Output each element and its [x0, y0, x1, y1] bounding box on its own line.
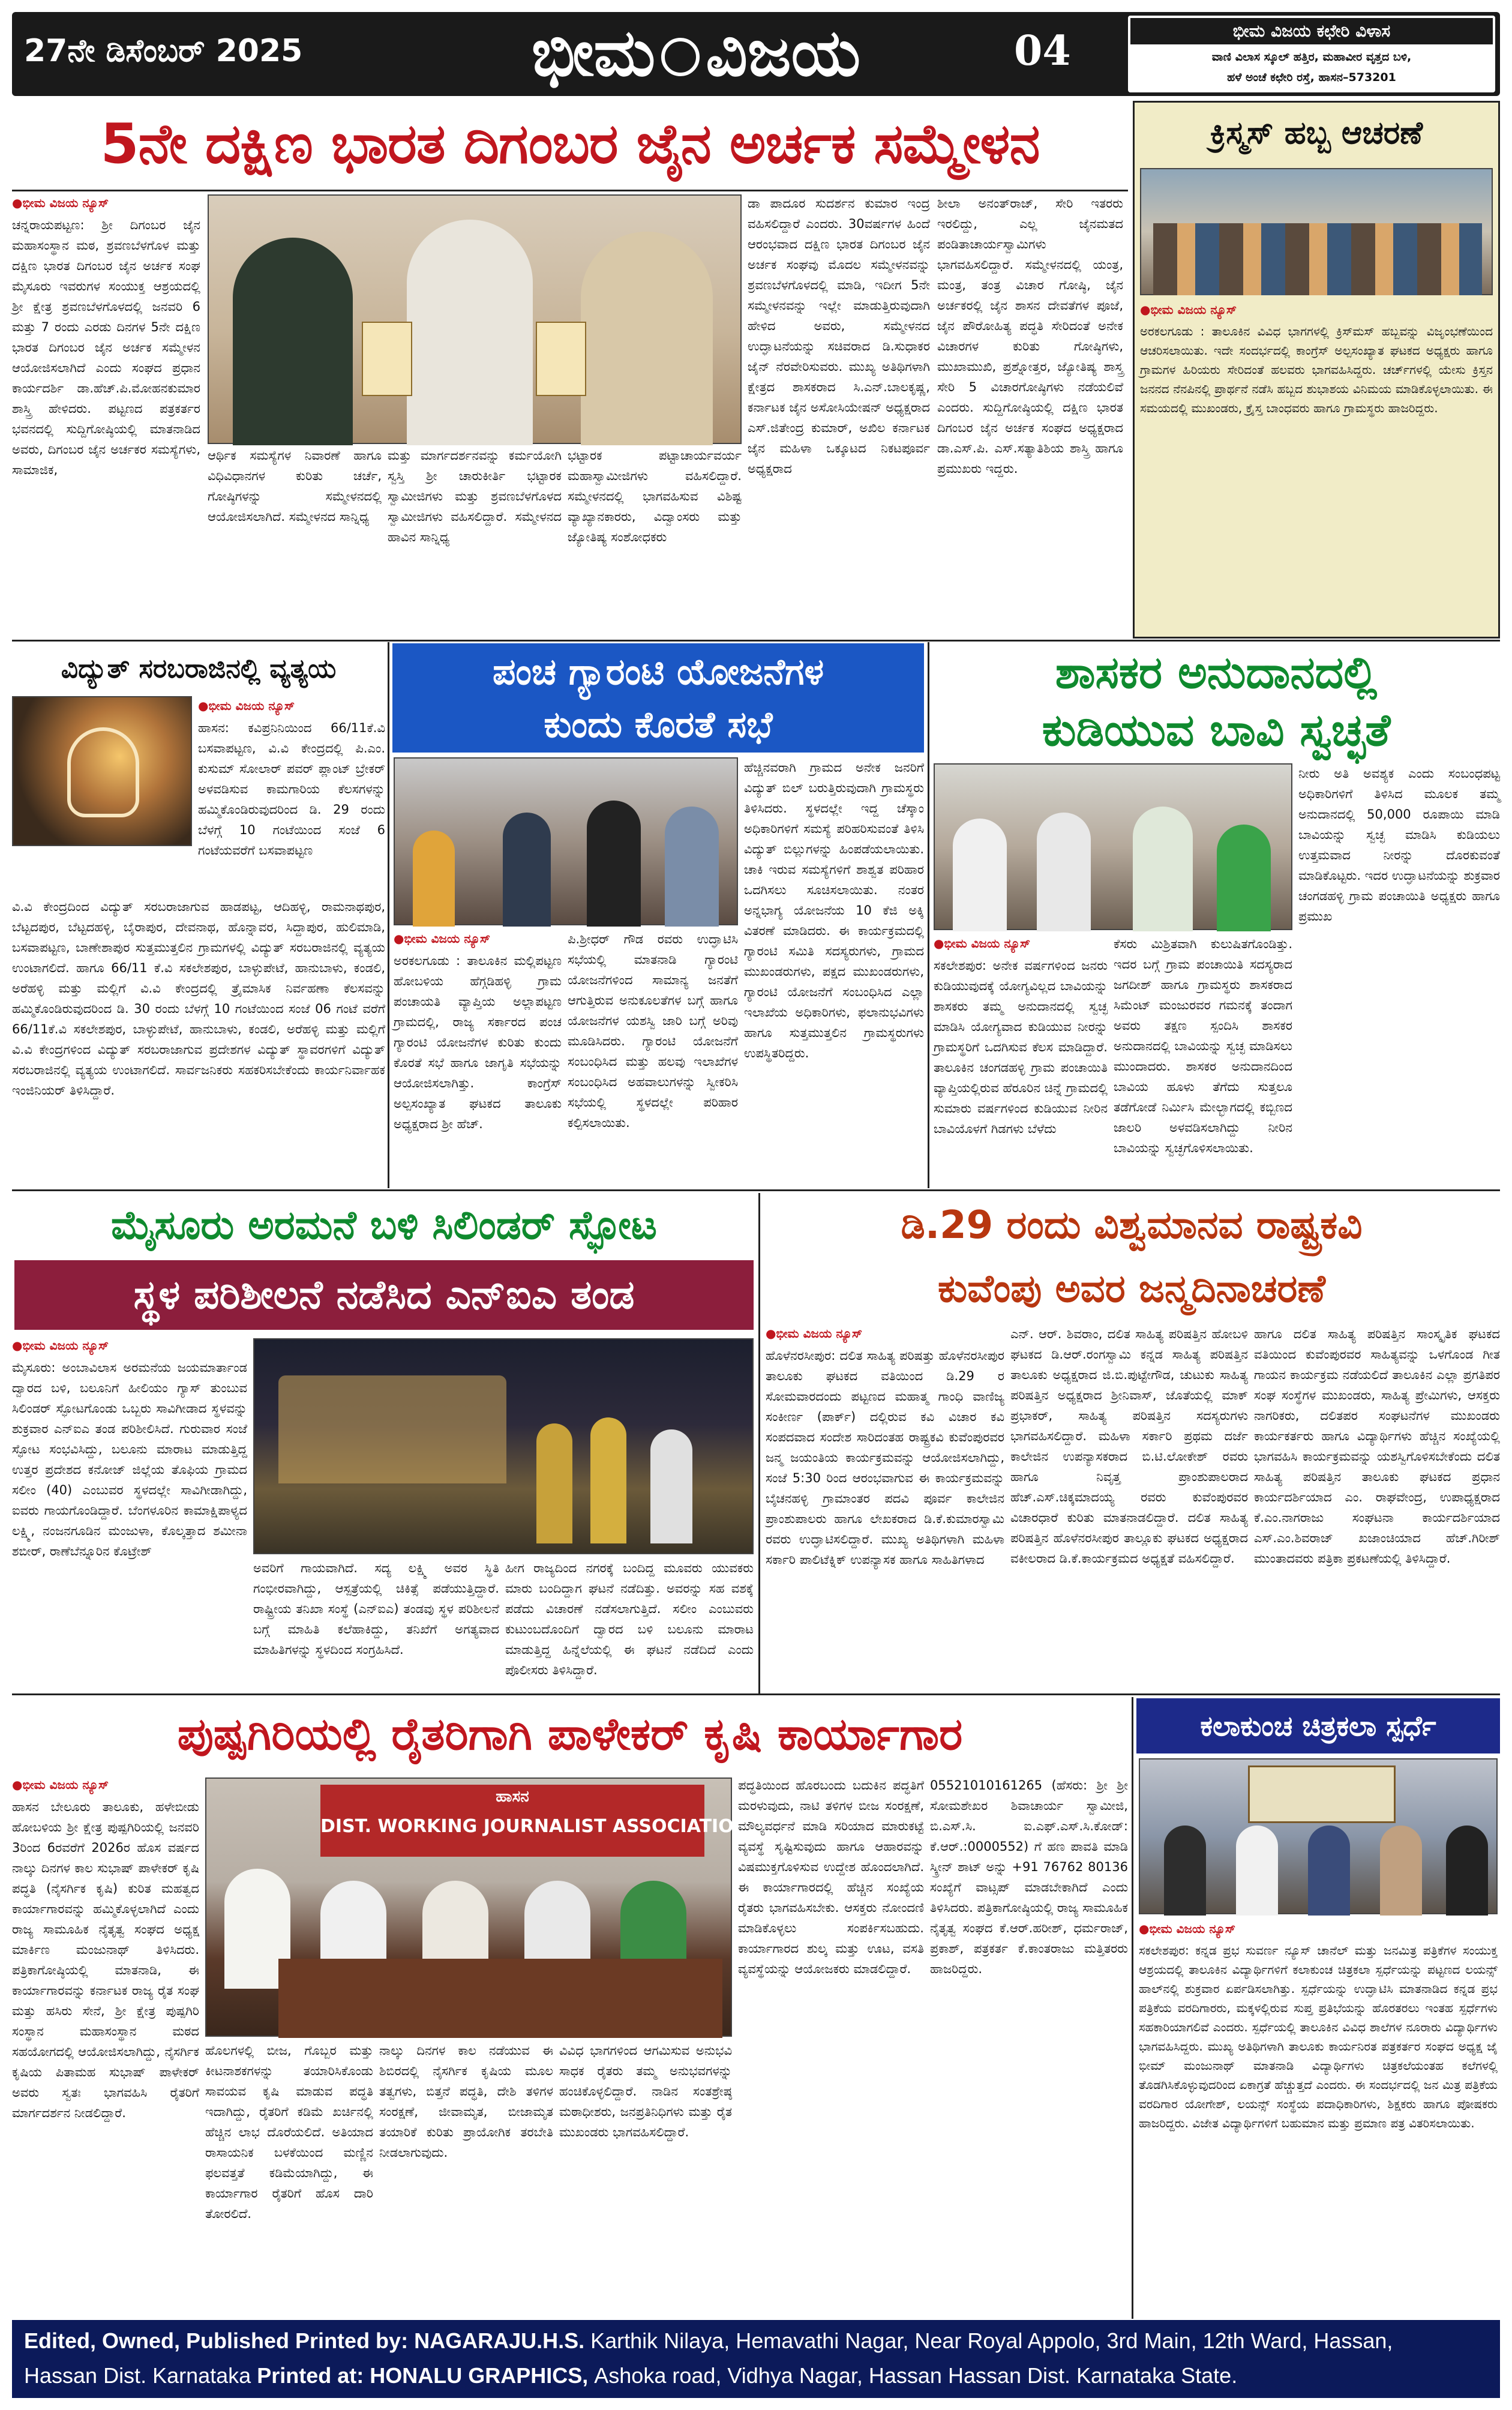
byline: ● ಭೀಮ ವಿಜಯ ನ್ಯೂಸ್	[12, 1336, 247, 1355]
crowd-figure	[1153, 223, 1482, 295]
footer	[12, 2320, 1500, 2398]
palekar-photo	[205, 1777, 793, 2037]
person-figure	[1133, 807, 1193, 931]
person-figure	[587, 801, 641, 927]
christmas-photo	[1140, 168, 1493, 295]
held-invitation	[362, 322, 412, 396]
well-col-1-text: ಸಕಲೇಶಪುರ: ಅನೇಕ ವರ್ಷಗಳಿಂದ ಜನರು ಕುಡಿಯುವುದಕ್ಕೆ ಯೋಗ್ಯವಿಲ್ಲದ ಬಾವಿಯನ್ನು ಶಾಸಕರು ತಮ್ಮ ಅನುದಾನದಲ್ಲಿ ಸ್ವಚ್ಛ ಮಾಡಿಸಿ ಯೋಗ್ಯವಾದ ಕುಡಿಯುವ ನೀರನ್ನು ಗ್ರಾಮಸ್ಥರಿಗೆ ಒದಗಿಸುವ ಕೆಲಸ ಮಾಡಿದ್ದಾರೆ. ತಾಲೂಕಿನ ಚಂಗಡಹಳ್ಳಿ ಗ್ರಾಮ ಪಂಚಾಯಿತಿ ವ್ಯಾಪ್ತಿಯಲ್ಲಿರುವ ಹೆರೂರಿನ ಚಿನ್ನೆ ಗ್ರಾಮದಲ್ಲಿ ಸುಮಾರು ವರ್ಷಗಳಿಂದ ಕುಡಿಯುವ ನೀರಿನ ಬಾವಿಯೊಳಗೆ ಗಿಡಗಳು ಬೆಳೆದು	[934, 958, 1108, 1136]
kuvempu-headline-2: ಕುವೆಂಪು ಅವರ ಜನ್ಮದಿನಾಚರಣೆ	[938, 1267, 1325, 1311]
press-table	[278, 1959, 722, 2038]
mysore-col-3-text: ಹೀಗ ರಾಜ್ಯದಿಂದ ನಗರಕ್ಕೆ ಬಂದಿದ್ದ ಮೂವರು ಯುವಕರು ಮಾರು ಬಂದಿದ್ದಾಗ ಘಟನೆ ನಡೆದಿತ್ತು. ಅವರನ್ನು ಸಹ ವಶಕ್ಕೆ ಪಡೆದು ವಿಚಾರಣೆ ನಡೆಸಲಾಗುತ್ತಿದೆ. ಸಲೀಂ ಎಂಬುವರು ಕುಟುಂಬದೊಂದಿಗೆ ದ್ವಾರದ ಬಳಿ ಬಲೂನು ಮಾರಾಟ ಮಾಡುತ್ತಿದ್ದ ಹಿನ್ನೆಲೆಯಲ್ಲಿ ಈ ಘಟನೆ ನಡೆದಿದೆ ಎಂದು ಪೊಲೀಸರು ತಿಳಿಸಿದ್ದಾರೆ.	[505, 1561, 754, 1677]
jain-photo	[208, 194, 742, 444]
palekar-col-3	[379, 2040, 553, 2315]
kuvempu-col-3	[1254, 1324, 1500, 1690]
well-headline-2: ಕುಡಿಯುವ ಬಾವಿ ಸ್ವಚ್ಛತೆ	[1042, 705, 1391, 756]
person-figure	[1236, 1826, 1278, 1916]
office-address-line-2: ಹಳೆ ಅಂಚೆ ಕಛೇರಿ ರಸ್ತೆ, ಹಾಸನ–573201	[1227, 71, 1396, 84]
mysore-col-3	[505, 1558, 754, 1690]
byline: ● ಭೀಮ ವಿಜಯ ನ್ಯೂಸ್	[198, 696, 385, 715]
art-text	[1139, 1919, 1498, 2315]
palekar-col-5	[738, 1775, 924, 2315]
jain-col-1-text: ಚನ್ನರಾಯಪಟ್ಟಣ: ಶ್ರೀ ದಿಗಂಬರ ಜೈನ ಮಹಾಸಂಸ್ಥಾನ ಮಠ, ಶ್ರವಣಬೆಳಗೊಳ ಮತ್ತು ದಕ್ಷಿಣ ಭಾರತ ದಿಗಂಬರ ಜೈನ ಅರ್ಚಕ ಸಂಘ ಮೈಸೂರು ಇವರುಗಳ ಸಂಯುಕ್ತ ಆಶ್ರಯದಲ್ಲಿ ಶ್ರೀ ಕ್ಷೇತ್ರ ಶ್ರವಣಬೆಳಗೊಳದಲ್ಲಿ ಜನವರಿ 6 ಮತ್ತು 7 ರಂದು ಎರಡು ದಿನಗಳ 5ನೇ ದಕ್ಷಿಣ ಭಾರತ ದಿಗಂಬರ ಜೈನ ಅರ್ಚಕ ಸಮ್ಮೇಳನ ಆಯೋಜಿಸಲಾಗಿದೆ ಎಂದು ಸಂಘದ ಪ್ರಧಾನ ಕಾರ್ಯದರ್ಶಿ ಡಾ.ಹೆಚ್.ಪಿ.ಮೋಹನಕುಮಾರ ಶಾಸ್ತ್ರಿ ಹೇಳಿದರು. ಪಟ್ಟಣದ ಪತ್ರಕರ್ತರ ಭವನದಲ್ಲಿ ಸುದ್ದಿಗೋಷ್ಠಿಯಲ್ಲಿ ಮಾತನಾಡಿದ ಅವರು, ದಿಗಂಬರ ಜೈನ ಅರ್ಚಕರ ಸಮಸ್ಯೆಗಳು, ಸಾಮಾಜಿಕ,	[12, 218, 200, 477]
person-figure	[1308, 1826, 1350, 1916]
palekar-col-4-text: ವಿವಿಧ ಭಾಗಗಳಿಂದ ಆಗಮಿಸುವ ಅನುಭವಿ ಸಾಧಕ ರೈತರು ತಮ್ಮ ಅನುಭವಗಳನ್ನು ಹಂಚಿಕೊಳ್ಳಲಿದ್ದಾರೆ. ನಾಡಿನ ಸಂತಶ್ರೇಷ್ಠ ಮಠಾಧೀಶರು, ಜನಪ್ರತಿನಿಧಿಗಳು ಮತ್ತು ರೈತ ಮುಖಂಡರು ಭಾಗವಹಿಸಲಿದ್ದಾರೆ.	[559, 2043, 732, 2139]
person-figure	[233, 238, 353, 445]
kuvempu-col-3-text: ಹಾಗೂ ದಲಿತ ಸಾಹಿತ್ಯ ಪರಿಷತ್ತಿನ ಸಾಂಸ್ಕೃತಿಕ ಘಟಕದ ವತಿಯಿಂದ ಕುವೆಂಪುರವರ ಸಾಹಿತ್ಯವನ್ನು ಒಳಗೊಂಡ ಗೀತ ಗಾಯನ ಕಾರ್ಯಕ್ರಮ ನಡೆಯಲಿದೆ ತಾಲೂಕಿನ ಎಲ್ಲಾ ಪ್ರಗತಿಪರ ಸಂಘ ಸಂಸ್ಥೆಗಳ ಮುಖಂಡರು, ಸಾಹಿತ್ಯ ಪ್ರೇಮಿಗಳು, ಆಸಕ್ತರು ನಾಗರಿಕರು, ದಲಿತಪರ ಸಂಘಟನೆಗಳ ಮುಖಂಡರು ಕಾರ್ಯಕರ್ತರು ಹಾಗೂ ವಿದ್ಯಾರ್ಥಿಗಳು ಹೆಚ್ಚಿನ ಸಂಖ್ಯೆಯಲ್ಲಿ ಭಾಗವಹಿಸಿ ಕಾರ್ಯಕ್ರಮವನ್ನು ಯಶಸ್ವಿಗೊಳಿಸಬೇಕೆಂದು ದಲಿತ ಸಾಹಿತ್ಯ ಪರಿಷತ್ತಿನ ತಾಲೂಕು ಘಟಕದ ಪ್ರಧಾನ ಕಾರ್ಯದರ್ಶಿಯಾದ ಎಂ. ರಾಘವೇಂದ್ರ, ಉಪಾಧ್ಯಕ್ಷರಾದ ಕೆ.ಎಂ.ನಾಗರಾಜು ಸಂಘಟನಾ ಕಾರ್ಯದರ್ಶಿಯಾದ ಎಸ್.ಎಂ.ಶಿವರಾಜ್ ಖಜಾಂಚಿಯಾದ ಹೆಚ್.ಗಿರೀಶ್ ಮುಂತಾದವರು ಪತ್ರಿಕಾ ಪ್ರಕಟಣೆಯಲ್ಲಿ ತಿಳಿಸಿದ್ದಾರೆ.	[1254, 1327, 1500, 1566]
jain-col-3-text: ಮತ್ತು ಮಾರ್ಗದರ್ಶನವನ್ನು ಕರ್ಮಯೋಗಿ ಸ್ವಸ್ತಿ ಶ್ರೀ ಚಾರುಕೀರ್ತಿ ಭಟ್ಟಾರಕ ಸ್ವಾಮೀಜಿಗಳು ಮತ್ತು ಶ್ರವಣಬೆಳಗೊಳದ ಸ್ವಾಮೀಜಿಗಳು ವಹಿಸಲಿದ್ದಾರೆ. ಸಮ್ಮೇಳನದ ಹಾವಿನ ಸಾನ್ನಿಧ್ಯ	[388, 448, 562, 544]
christmas-headline: ಕ್ರಿಸ್ಮಸ್ ಹಬ್ಬ ಆಚರಣೆ	[1210, 115, 1423, 151]
mysore-headline-1: ಮೈಸೂರು ಅರಮನೆ ಬಳಿ ಸಿಲಿಂಡರ್ ಸ್ಫೋಟ	[110, 1202, 658, 1248]
electricity-headline: ವಿದ್ಯುತ್ ಸರಬರಾಜಿನಲ್ಲಿ ವ್ಯತ್ಯಯ	[61, 654, 337, 684]
guarantee-col-2-text: ಪಿ.ಶ್ರೀಧರ್ ಗೌಡ ರವರು ಉದ್ಘಾಟಿಸಿ ಸಭೆಯಲ್ಲಿ ಮಾತನಾಡಿ ಗ್ಯಾರಂಟಿ ಯೋಜನೆಗಳಿಂದ ಸಾಮಾನ್ಯ ಜನತೆಗೆ ಆಗುತ್ತಿರುವ ಅನುಕೂಲತೆಗಳ ಬಗ್ಗೆ ಹಾಗೂ ಯೋಜನೆಗಳ ಯಶಸ್ವಿ ಜಾರಿ ಬಗ್ಗೆ ಅರಿವು ಮೂಡಿಸಿದರು. ಗ್ಯಾರಂಟಿ ಯೋಜನೆಗೆ ಸಂಬಂಧಿಸಿದ ಮತ್ತು ಹಲವು ಇಲಾಖೆಗಳ ಸಂಬಂಧಿಸಿದ ಅಹವಾಲುಗಳನ್ನು ಸ್ವೀಕರಿಸಿ ಸಭೆಯಲ್ಲಿ ಸ್ಥಳದಲ್ಲೇ ಪರಿಹಾರ ಕಲ್ಪಿಸಲಾಯಿತು.	[568, 932, 738, 1130]
jain-col-2-text: ಆರ್ಥಿಕ ಸಮಸ್ಯೆಗಳ ನಿವಾರಣೆ ಹಾಗೂ ವಿಧಿವಿಧಾನಗಳ ಕುರಿತು ಚರ್ಚೆ, ಗೋಷ್ಠಿಗಳನ್ನು ಸಮ್ಮೇಳನದಲ್ಲಿ ಆಯೋಜಿಸಲಾಗಿದೆ. ಸಮ್ಮೇಳನದ ಸಾನ್ನಿಧ್ಯ	[208, 448, 382, 524]
jain-col-2	[208, 445, 382, 637]
palekar-col-5-text: ಪದ್ಧತಿಯಿಂದ ಹೊರಬಂದು ಬದುಕಿನ ಪದ್ಧತಿಗೆ ಮರಳುವುದು, ನಾಟಿ ತಳಿಗಳ ಬೀಜ ಸಂರಕ್ಷಣೆ, ಮೌಲ್ಯವರ್ಧನೆ ಮಾಡಿ ಸರಿಯಾದ ಮಾರುಕಟ್ಟೆ ವ್ಯವಸ್ಥೆ ಸೃಷ್ಟಿಸುವುದು ಹಾಗೂ ಆಹಾರವನ್ನು ವಿಷಮುಕ್ತಗೊಳಿಸುವ ಉದ್ದೇಶ ಹೊಂದಲಾಗಿದೆ. ಈ ಕಾರ್ಯಾಗಾರದಲ್ಲಿ ಹೆಚ್ಚಿನ ಸಂಖ್ಯೆಯ ರೈತರು ಭಾಗವಹಿಸಬೇಕು. ಆಸಕ್ತರು ನೋಂದಣಿ ಮಾಡಿಕೊಳ್ಳಲು ಸಂಪರ್ಕಿಸಬಹುದು. ಕಾರ್ಯಾಗಾರದ ಶುಲ್ಕ ಮತ್ತು ಊಟ, ವಸತಿ ವ್ಯವಸ್ಥೆಯನ್ನು ಆಯೋಜಕರು ಮಾಡಲಿದ್ದಾರೆ.	[738, 1778, 924, 1976]
byline: ● ಭೀಮ ವಿಜಯ ನ್ಯೂಸ್	[394, 929, 562, 948]
stage-banner	[1248, 1765, 1396, 1823]
page-number: 04	[1014, 27, 1071, 75]
banner-city: ಹಾಸನ	[496, 1788, 529, 1806]
palekar-headline: ಪುಷ್ಪಗಿರಿಯಲ್ಲಿ ರೈತರಿಗಾಗಿ ಪಾಳೇಕರ್ ಕೃಷಿ ಕಾರ್ಯಾಗಾರ	[177, 1708, 963, 1760]
byline: ● ಭೀಮ ವಿಜಯ ನ್ಯೂಸ್	[934, 934, 1108, 953]
guarantee-headline-2: ಕುಂದು ಕೊರತೆ ಸಭೆ	[544, 704, 773, 746]
kuvempu-headline-1: ಡಿ.29 ರಂದು ವಿಶ್ವಮಾನವ ರಾಷ್ಟ್ರಕವಿ	[901, 1203, 1363, 1248]
divider	[388, 642, 389, 1188]
well-col-2-text: ಕೆಸರು ಮಿಶ್ರಿತವಾಗಿ ಕುಲುಷಿತಗೊಂಡಿತ್ತು. ಇದರ ಬಗ್ಗೆ ಗ್ರಾಮ ಪಂಚಾಯಿತಿ ಸದಸ್ಯರಾದ ಜಗದೀಶ್ ಹಾಗೂ ಗ್ರಾಮಸ್ಥರು ಶಾಸಕರಾದ ಸಿಮೆಂಟ್ ಮಂಜುರವರ ಗಮನಕ್ಕೆ ತಂದಾಗ ಅವರು ತಕ್ಷಣ ಸ್ಪಂದಿಸಿ ಶಾಸಕರ ಅನುದಾನದಲ್ಲಿ ಬಾವಿಯನ್ನು ಸ್ವಚ್ಛ ಮಾಡಿಸಲು ಮುಂದಾದರು. ಶಾಸಕರ ಅನುದಾನದಿಂದ ಬಾವಿಯ ಹೂಳು ತೆಗೆದು ಸುತ್ತಲೂ ತಡೆಗೋಡೆ ನಿರ್ಮಿಸಿ ಮೇಲ್ಭಾಗದಲ್ಲಿ ಕಬ್ಬಿಣದ ಜಾಲರಿ ಅಳವಡಿಸಲಾಗಿದ್ದು ನೀರಿನ ಬಾವಿಯನ್ನು ಸ್ವಚ್ಛಗೊಳಿಸಲಾಯಿತು.	[1114, 937, 1292, 1155]
divider	[12, 190, 1128, 191]
guarantee-col-3-text: ಹೆಚ್ಚಿನವರಾಗಿ ಗ್ರಾಮದ ಅನೇಕ ಜನರಿಗೆ ವಿದ್ಯುತ್ ಬಿಲ್ ಬರುತ್ತಿರುವುದಾಗಿ ಗ್ರಾಮಸ್ಥರು ತಿಳಿಸಿದರು. ಸ್ಥಳದಲ್ಲೇ ಇದ್ದ ಚೆಸ್ಕಾಂ ಅಧಿಕಾರಿಗಳಿಗೆ ಸಮಸ್ಯೆ ಪರಿಹರಿಸುವಂತೆ ತಿಳಿಸಿ ವಿದ್ಯುತ್ ಬಿಲ್ಲುಗಳನ್ನು ಹಿಂಪಡೆಯಲಾಯಿತು. ಚಾಕಿ ಇರುವ ಸಮಸ್ಯೆಗಳಿಗೆ ಶಾಶ್ವತ ಪರಿಹಾರ ಒದಗಿಸಲು ಸೂಚಿಸಲಾಯಿತು. ನಂತರ ಅನ್ನಭಾಗ್ಯ ಯೋಜನೆಯ 10 ಕೆಜಿ ಅಕ್ಕಿ ವಿತರಣೆ ಮಾಡಿದರು. ಈ ಕಾರ್ಯಕ್ರಮದಲ್ಲಿ ಗ್ಯಾರಂಟಿ ಸಮಿತಿ ಸದಸ್ಯರುಗಳು, ಗ್ರಾಮದ ಮುಖಂಡರುಗಳು, ಪಕ್ಷದ ಮುಖಂಡರುಗಳು, ಗ್ಯಾರಂಟಿ ಯೋಜನೆಗೆ ಸಂಬಂಧಿಸಿದ ಎಲ್ಲಾ ಇಲಾಖೆಯ ಅಧಿಕಾರಿಗಳು, ಫಲಾನುಭವಿಗಳು ಹಾಗೂ ಸುತ್ತಮುತ್ತಲಿನ ಗ್ರಾಮಸ್ಥರುಗಳು ಉಪಸ್ಥಿತರಿದ್ದರು.	[744, 760, 924, 1060]
mysore-col-1-text: ಮೈಸೂರು: ಅಂಬಾವಿಲಾಸ ಅರಮನೆಯ ಜಯಮಾರ್ತಾಂಡ ದ್ವಾರದ ಬಳಿ, ಬಲೂನಿಗೆ ಹೀಲಿಯಂ ಗ್ಯಾಸ್ ತುಂಬುವ ಸಿಲಿಂಡರ್ ಸ್ಫೋಟಗೊಂಡು ಒಬ್ಬರು ಸಾವಿಗೀಡಾದ ಸ್ಥಳವನ್ನು ಶುಕ್ರವಾರ ಎನ್‌ಐಎ ತಂಡ ಪರಿಶೀಲಿಸಿದೆ. ಗುರುವಾರ ಸಂಜೆ ಸ್ಫೋಟ ಸಂಭವಿಸಿದ್ದು, ಬಲೂನು ಮಾರಾಟ ಮಾಡುತ್ತಿದ್ದ ಉತ್ತರ ಪ್ರದೇಶದ ಕನೋಜ್ ಜಿಲ್ಲೆಯ ತೊಫಿಯ ಗ್ರಾಮದ ಸಲೀಂ (40) ಎಂಬುವರ ಸ್ಥಳದಲ್ಲೇ ಸಾವಿಗೀಡಾಗಿದ್ದು, ಐವರು ಗಾಯಗೊಂಡಿದ್ದಾರೆ. ಬೆಂಗಳೂರಿನ ಕಾಮಾಕ್ಷಿಪಾಳ್ಯದ ಲಕ್ಷ್ಮಿ, ನಂಜನಗೂಡಿನ ಮಂಜುಳಾ, ಕೊಲ್ಕತ್ತಾದ ಶಮೀನಾ ಶಬೀರ್, ರಾಣೆಬೆನ್ನೂರಿನ ಕೊಟ್ರೇಶ್	[12, 1360, 247, 1558]
byline: ● ಭೀಮ ವಿಜಯ ನ್ಯೂಸ್	[12, 1775, 199, 1794]
byline: ● ಭೀಮ ವಿಜಯ ನ್ಯೂಸ್	[1139, 1919, 1498, 1938]
footer-editor-label: Edited, Owned, Published Printed by:	[24, 2328, 409, 2353]
divider	[928, 642, 929, 1188]
divider	[12, 640, 1500, 642]
jain-col-1b	[12, 445, 200, 637]
guarantee-headline-1: ಪಂಚ ಗ್ಯಾರಂಟಿ ಯೋಜನೆಗಳ	[492, 651, 824, 693]
footer-editor-name: NAGARAJU.H.S.	[414, 2328, 585, 2353]
office-address-line-1: ವಾಣಿ ವಿಲಾಸ ಸ್ಕೂಲ್ ಹತ್ತಿರ, ಮಹಾವೀರ ವೃತ್ತದ ಬಳಿ,	[1211, 50, 1412, 64]
mysore-col-2-text: ಅವರಿಗೆ ಗಾಯವಾಗಿದೆ. ಸದ್ಯ ಲಕ್ಷ್ಮಿ ಅವರ ಸ್ಥಿತಿ ಗಂಭೀರವಾಗಿದ್ದು, ಆಸ್ಪತ್ರೆಯಲ್ಲಿ ಚಿಕಿತ್ಸೆ ಪಡೆಯುತ್ತಿದ್ದಾರೆ. ರಾಷ್ಟ್ರೀಯ ತನಿಖಾ ಸಂಸ್ಥೆ (ಎನ್‌ಐಎ) ತಂಡವು ಸ್ಥಳ ಪರಿಶೀಲನೆ ಬಗ್ಗೆ ಮಾಹಿತಿ ಕಲೆಹಾಕಿದ್ದು, ತನಿಖೆಗೆ ಅಗತ್ಯವಾದ ಮಾಹಿತಿಗಳನ್ನು ಸ್ಥಳದಿಂದ ಸಂಗ್ರಹಿಸಿದೆ.	[253, 1561, 499, 1657]
mysore-headline-2: ಸ್ಥಳ ಪರಿಶೀಲನೆ ನಡೆಸಿದ ಎನ್‌ಐಎ ತಂಡ	[133, 1272, 635, 1318]
byline: ● ಭೀಮ ವಿಜಯ ನ್ಯೂಸ್	[766, 1324, 1004, 1343]
palace-silhouette	[278, 1375, 506, 1483]
art-photo	[1139, 1758, 1498, 1914]
person-figure	[650, 1429, 692, 1543]
palekar-col-6	[930, 1775, 1128, 2315]
palekar-col-6-text: 05521010161265 (ಹೆಸರು: ಶ್ರೀ ಶ್ರೀ ಸೋಮಶೇಖರ ಶಿವಾಚಾರ್ಯ ಸ್ವಾಮೀಜಿ, ಬಿ.ಎಸ್.ಸಿ. ಐ.ಎಫ್.ಎಸ್.ಸಿ.ಕೋಡ್: ಕೆ.ಆರ್.:0000552) ಗೆ ಹಣ ಪಾವತಿ ಮಾಡಿ ಸ್ಕ್ರೀನ್ ಶಾಟ್ ಅನ್ನು +91 76762 80136 ಸಂಖ್ಯೆಗೆ ವಾಟ್ಸಪ್ ಮಾಡಬೇಕಾಗಿದೆ ಎಂದು ತಿಳಿಸಿದರು. ಪತ್ರಿಕಾಗೋಷ್ಠಿಯಲ್ಲಿ ರಾಜ್ಯ ಸಾಮೂಹಿಕ ನೈತೃತ್ವ ಸಂಘದ ಕೆ.ಆರ್.ಹರೀಶ್, ಧರ್ಮರಾಜ್, ಪ್ರಕಾಶ್, ಪತ್ರಕರ್ತ ಕೆ.ಕಾಂತರಾಜು ಮತ್ತಿತರರು ಹಾಜರಿದ್ದರು.	[930, 1778, 1128, 1976]
jain-col-6-text: ಶೀಲಾ ಅನಂತ್‌ರಾಜ್, ಸೇರಿ ಇತರರು ಇರಲಿದ್ದು, ಎಲ್ಲ ಜೈನಮತದ ಪಂಡಿತಾಚಾರ್ಯಸ್ವಾಮಿಗಳು ಭಾಗವಹಿಸಲಿದ್ದಾರೆ. ಸಮ್ಮೇಳನದಲ್ಲಿ ಯಂತ್ರ, ಮಂತ್ರ, ತಂತ್ರ ವಿಚಾರ ಗೋಷ್ಠಿ, ಜೈನ ಅರ್ಚಕರಲ್ಲಿ ಜೈನ ಶಾಸನ ದೇವತೆಗಳ ಪೂಜೆ, ಜೈನ ಪೌರೋಹಿತ್ಯ ಪದ್ಧತಿ ಸೇರಿದಂತೆ ಅನೇಕ ವಿಚಾರಗಳ ಕುರಿತು ಗೋಷ್ಠಿಗಳು, ಮುಖಾಮುಖಿ, ಪ್ರಶ್ನೋತ್ತರ, ಜ್ಯೋತಿಷ್ಯ ಶಾಸ್ತ್ರ ಸೇರಿ 5 ವಿಚಾರಗೋಷ್ಠಿಗಳು ನಡೆಯಲಿವೆ ಎಂದರು. ಸುದ್ದಿಗೋಷ್ಠಿಯಲ್ಲಿ ದಕ್ಷಿಣ ಭಾರತ ದಿಗಂಬರ ಜೈನ ಅರ್ಚಕ ಸಂಘದ ಅಧ್ಯಕ್ಷರಾದ ಡಾ.ಎಸ್.ಪಿ. ಎಸ್.ಸತ್ಯಾತಿಶಿಯ ಶಾಸ್ತ್ರಿ ಹಾಗೂ ಪ್ರಮುಖರು ಇದ್ದರು.	[937, 196, 1123, 476]
palekar-col-2-text: ಹೊಲಗಳಲ್ಲಿ ಬೀಜ, ಗೊಬ್ಬರ ಮತ್ತು ಕೀಟನಾಶಕಗಳನ್ನು ತಯಾರಿಸಿಕೊಂಡು ಸಾವಯವ ಕೃಷಿ ಮಾಡುವ ಪದ್ಧತಿ ಇದಾಗಿದ್ದು, ರೈತರಿಗೆ ಕಡಿಮೆ ಖರ್ಚಿನಲ್ಲಿ ಹೆಚ್ಚಿನ ಲಾಭ ದೊರೆಯಲಿದೆ. ಅತಿಯಾದ ರಾಸಾಯನಿಕ ಬಳಕೆಯಿಂದ ಮಣ್ಣಿನ ಫಲವತ್ತತೆ ಕಡಿಮೆಯಾಗಿದ್ದು, ಈ ಕಾರ್ಯಾಗಾರ ರೈತರಿಗೆ ಹೊಸ ದಾರಿ ತೋರಲಿದೆ.	[205, 2043, 373, 2221]
footer-printed-label: Printed at:	[257, 2363, 364, 2388]
christmas-body: ಅರಕಲಗೂಡು : ತಾಲೂಕಿನ ವಿವಿಧ ಭಾಗಗಳಲ್ಲಿ ಕ್ರಿಸ್‌ಮಸ್ ಹಬ್ಬವನ್ನು ವಿಜೃಂಭಣೆಯಿಂದ ಆಚರಿಸಲಾಯಿತು. ಇದೇ ಸಂದರ್ಭದಲ್ಲಿ ಕಾಂಗ್ರೆಸ್ ಅಲ್ಪಸಂಖ್ಯಾತ ಘಟಕದ ಅಧ್ಯಕ್ಷರು ಹಾಗೂ ಗ್ರಾಮಗಳ ಹಿರಿಯರು ಸೇರಿದಂತೆ ಹಲವರು ಭಾಗವಹಿಸಿದ್ದರು. ಚರ್ಚ್‌ಗಳಲ್ಲಿ ಯೇಸು ಕ್ರಿಸ್ತನ ಜನನದ ನೆನಪಿನಲ್ಲಿ ಪ್ರಾರ್ಥನೆ ನಡೆಸಿ ಹಬ್ಬದ ಶುಭಾಶಯ ವಿನಿಮಯ ಮಾಡಿಕೊಳ್ಳಲಾಯಿತು. ಈ ಸಮಯದಲ್ಲಿ ಮುಖಂಡರು, ಕ್ರೈಸ್ತ ಬಾಂಧವರು ಹಾಗೂ ಗ್ರಾಮಸ್ಥರು ಹಾಜರಿದ್ದರು.	[1140, 324, 1493, 415]
palekar-col-1	[12, 1775, 199, 2315]
guarantee-col-1-text: ಅರಕಲಗೂಡು : ತಾಲೂಕಿನ ಮಲ್ಲಿಪಟ್ಟಣ ಹೋಬಳಿಯ ಹೆಗ್ಗಡಿಹಳ್ಳಿ ಗ್ರಾಮ ಪಂಚಾಯತಿ ವ್ಯಾಪ್ತಿಯ ಅಲ್ಲಾಪಟ್ಟಣ ಗ್ರಾಮದಲ್ಲಿ, ರಾಜ್ಯ ಸರ್ಕಾರದ ಪಂಚ ಗ್ಯಾರಂಟಿ ಯೋಜನೆಗಳ ಕುರಿತು ಕುಂದು ಕೊರತೆ ಸಭೆ ಹಾಗೂ ಜಾಗೃತಿ ಸಭೆಯನ್ನು ಆಯೋಜಿಸಲಾಗಿತ್ತು. ಕಾಂಗ್ರೆಸ್ ಅಲ್ಪಸಂಖ್ಯಾತ ಘಟಕದ ತಾಲೂಕು ಅಧ್ಯಕ್ಷರಾದ ಶ್ರೀ ಹೆಚ್.	[394, 954, 562, 1131]
divider	[12, 1189, 1500, 1191]
masthead-date: 27ನೇ ಡಿಸೆಂಬರ್ 2025	[24, 33, 303, 69]
electricity-body-text: ವಿ.ವಿ ಕೇಂದ್ರದಿಂದ ವಿದ್ಯುತ್ ಸರಬರಾಜಾಗುವ ಹಾಡಪಟ್ಟ, ಆದಿಹಳ್ಳಿ, ರಾಮನಾಥಪುರ, ಬೆಟ್ಟದಪುರ, ಬೆಟ್ಟದಹಳ್ಳಿ, ಬೈರಾಪುರ, ದೇವನಾಥ, ಹೊನ್ನಾವರ, ಸಿದ್ದಾಪುರ, ಹುಲಿಮಾಡಿ, ಬಸವಾಪಟ್ಟಣ, ಬಾಣೇಶಾಪುರ ಸುತ್ತಮುತ್ತಲಿನ ಗ್ರಾಮಗಳಲ್ಲಿ ವಿದ್ಯುತ್ ಸರಬರಾಜಿನಲ್ಲಿ ವ್ಯತ್ಯಯ ಉಂಟಾಗಲಿದೆ. ಹಾಗೂ 66/11 ಕೆ.ವಿ ಸಕಲೇಶಪುರ, ಬಾಳ್ಳುಪೇಟೆ, ಹಾನುಬಾಳು, ಕಂಡಲಿ, ಅರೆಹಳ್ಳಿ ಮತ್ತು ಮಲ್ಲಿಗೆ ವಿ.ವಿ ಕೇಂದ್ರದಲ್ಲಿ ತ್ರೈಮಾಸಿಕ ನಿರ್ವಹಣಾ ಕೆಲಸವನ್ನು ಹಮ್ಮಿಕೊಂಡಿರುವುದರಿಂದ ಡಿ. 30 ರಂದು ಬೆಳಗ್ಗೆ 10 ಗಂಟೆಯಿಂದ ಸಂಜೆ 06 ಗಂಟೆ ವರೆಗೆ 66/11ಕೆ.ವಿ ಸಕಲೇಶಪುರ, ಬಾಳ್ಳುಪೇಟೆ, ಹಾನುಬಾಳು, ಕಂಡಲಿ, ಅರೆಹಳ್ಳಿ ಮತ್ತು ಮಲ್ಲಿಗೆ ವಿ.ವಿ ಕೇಂದ್ರಗಳಿಂದ ವಿದ್ಯುತ್ ಸರಬರಾಜಾಗುವ ಪ್ರದೇಶಗಳ ವಿದ್ಯುತ್ ಸ್ಥಾವರಗಳಿಗೆ ವಿದ್ಯುತ್ ಸರಬರಾಜಿನಲ್ಲಿ ವ್ಯತ್ಯಯ ಉಂಟಾಗಲಿದೆ. ಸಾರ್ವಜನಿಕರು ಸಹಕರಿಸಬೇಕೆಂದು ಕಾರ್ಯನಿರ್ವಾಹಕ ಇಂಜಿನಿಯರ್ ತಿಳಿಸಿದ್ದಾರೆ.	[12, 900, 385, 1098]
office-address-title: ಭೀಮ ವಿಜಯ ಕಛೇರಿ ವಿಳಾಸ	[1130, 18, 1493, 44]
well-headline-1: ಶಾಸಕರ ಅನುದಾನದಲ್ಲಿ	[1055, 647, 1378, 699]
bulb-photo	[12, 696, 192, 846]
guarantee-photo	[394, 757, 738, 925]
footer-editor-address: Karthik Nilaya, Hemavathi Nagar, Near Royal Appolo, 3rd Main, 12th Ward, Hassan,	[590, 2328, 1393, 2353]
person-figure	[590, 1417, 626, 1543]
green-stole	[1217, 825, 1271, 931]
art-headline: ಕಲಾಕುಂಚ ಚಿತ್ರಕಲಾ ಸ್ಪರ್ಧೆ	[1200, 1710, 1436, 1742]
art-body: ಸಕಲೇಶಪುರ: ಕನ್ನಡ ಪ್ರಭ ಸುವರ್ಣ ನ್ಯೂಸ್ ಚಾನೆಲ್ ಮತ್ತು ಜನಮಿತ್ರ ಪತ್ರಿಕೆಗಳ ಸಂಯುಕ್ತ ಆಶ್ರಯದಲ್ಲಿ ತಾಲೂಕಿನ ವಿದ್ಯಾರ್ಥಿಗಳಿಗೆ ಕಲಾಕುಂಚ ಚಿತ್ರಕಲಾ ಸ್ಪರ್ಧೆಯನ್ನು ಪಟ್ಟಣದ ಲಯನ್ಸ್ ಹಾಲ್‌ನಲ್ಲಿ ಶುಕ್ರವಾರ ಏರ್ಪಡಿಸಲಾಗಿತ್ತು. ಸ್ಪರ್ಧೆಯನ್ನು ಉದ್ಘಾಟಿಸಿ ಮಾತನಾಡಿದ ಕನ್ನಡ ಪ್ರಭ ಪತ್ರಿಕೆಯ ವರದಿಗಾರರು, ಮಕ್ಕಳಲ್ಲಿರುವ ಸುಪ್ತ ಪ್ರತಿಭೆಯನ್ನು ಹೊರತರಲು ಇಂತಹ ಸ್ಪರ್ಧೆಗಳು ಸಹಕಾರಿಯಾಗಲಿವೆ ಎಂದರು. ಸ್ಪರ್ಧೆಯಲ್ಲಿ ತಾಲೂಕಿನ ವಿವಿಧ ಶಾಲೆಗಳ ನೂರಾರು ವಿದ್ಯಾರ್ಥಿಗಳು ಭಾಗವಹಿಸಿದ್ದರು. ಮುಖ್ಯ ಅತಿಥಿಗಳಾಗಿ ತಾಲೂಕು ಕಾರ್ಯನಿರತ ಪತ್ರಕರ್ತರ ಸಂಘದ ಅಧ್ಯಕ್ಷ ಜೈ ಭೀಮ್ ಮಂಜುನಾಥ್ ಮಾತನಾಡಿ ವಿದ್ಯಾರ್ಥಿಗಳು ಚಿತ್ರಕಲೆಯಂತಹ ಕಲೆಗಳಲ್ಲಿ ತೊಡಗಿಸಿಕೊಳ್ಳುವುದರಿಂದ ಏಕಾಗ್ರತೆ ಹೆಚ್ಚುತ್ತದೆ ಎಂದರು. ಈ ಸಂದರ್ಭದಲ್ಲಿ ಜನ ಮಿತ್ರ ಪತ್ರಿಕೆಯ ವರದಿಗಾರ ಯೋಗೇಶ್, ಲಯನ್ಸ್ ಸಂಸ್ಥೆಯ ಪದಾಧಿಕಾರಿಗಳು, ಶಿಕ್ಷಕರು ಹಾಗೂ ಪೋಷಕರು ಹಾಜರಿದ್ದರು. ವಿಜೇತ ವಿದ್ಯಾರ್ಥಿಗಳಿಗೆ ಬಹುಮಾನ ಮತ್ತು ಪ್ರಮಾಣ ಪತ್ರ ವಿತರಿಸಲಾಯಿತು.	[1139, 1943, 1498, 2130]
palekar-col-3-text: ನಾಲ್ಕು ದಿನಗಳ ಕಾಲ ನಡೆಯುವ ಈ ಶಿಬಿರದಲ್ಲಿ ನೈಸರ್ಗಿಕ ಕೃಷಿಯ ಮೂಲ ತತ್ವಗಳು, ಬಿತ್ತನೆ ಪದ್ಧತಿ, ದೇಶಿ ತಳಿಗಳ ಸಂರಕ್ಷಣೆ, ಜೀವಾಮೃತ, ಬೀಜಾಮೃತ ತಯಾರಿಕೆ ಕುರಿತು ಪ್ರಾಯೋಗಿಕ ತರಬೇತಿ ನೀಡಲಾಗುವುದು.	[379, 2043, 553, 2160]
well-top-text	[1298, 763, 1500, 1183]
byline: ● ಭೀಮ ವಿಜಯ ನ್ಯೂಸ್	[12, 193, 200, 212]
well-col-2	[1114, 934, 1292, 1187]
person-figure	[1164, 1826, 1206, 1916]
kuvempu-col-1-text: ಹೊಳೆನರಸೀಪುರ: ದಲಿತ ಸಾಹಿತ್ಯ ಪರಿಷತ್ತು ಹೊಳೆನರಸೀಪುರ ತಾಲೂಕು ಘಟಕದ ವತಿಯಿಂದ ಡಿ.29 ರ ಸೋಮವಾರದಂದು ಪಟ್ಟಣದ ಮಹಾತ್ಮ ಗಾಂಧಿ ವಾಣಿಜ್ಯ ಸಂಕೀರ್ಣ (ಪಾರ್ಕ್) ದಲ್ಲಿರುವ ಕವಿ ವಿಚಾರ ಕವಿ ಸಂಪದವಾದ ಸಂದೇಶ ಸಾರಿದಂತಹ ರಾಷ್ಟ್ರಕವಿ ಕುವೆಂಪುರವರ ಜನ್ಮ ಜಯಂತಿಯ ಕಾರ್ಯಕ್ರಮವನ್ನು ಆಯೋಜಿಸಲಾಗಿದ್ದು, ಸಂಜೆ 5:30 ರಿಂದ ಆರಂಭವಾಗುವ ಈ ಕಾರ್ಯಕ್ರಮವನ್ನು ಬೈಚನಹಳ್ಳಿ ಗ್ರಾಮಾಂತರ ಪದವಿ ಪೂರ್ವ ಕಾಲೇಜಿನ ಪ್ರಾಂಶುಪಾಲರು ಹಾಗೂ ಲೇಖಕರಾದ ಡಿ.ಕೆ.ಕುಮಾರಸ್ವಾಮಿ ರವರು ಉದ್ಘಾಟಿಸಲಿದ್ದಾರೆ. ಮುಖ್ಯ ಅತಿಥಿಗಳಾಗಿ ಮಹಿಳಾ ಸರ್ಕಾರಿ ಪಾಲಿಟೆಕ್ನಿಕ್ ಉಪನ್ಯಾಸಕ ಹಾಗೂ ಸಾಹಿತಿಗಳಾದ	[766, 1348, 1004, 1567]
footer-printer-name: HONALU GRAPHICS,	[370, 2363, 589, 2388]
masthead-title	[456, 14, 936, 92]
person-figure	[1446, 1826, 1488, 1916]
well-photo	[934, 763, 1292, 930]
person-figure	[1380, 1826, 1422, 1916]
held-invitation	[536, 322, 586, 396]
banner-text: DIST. WORKING JOURNALIST ASSOCIATION (R.)	[320, 1816, 793, 1837]
guarantee-col-2	[568, 929, 738, 1187]
person-figure	[665, 807, 719, 927]
jain-headline: 5ನೇ ದಕ್ಷಿಣ ಭಾರತ ದಿಗಂಬರ ಜೈನ ಅರ್ಚಕ ಸಮ್ಮೇಳನ	[100, 112, 1040, 176]
mysore-photo	[253, 1338, 754, 1554]
person-figure	[413, 831, 455, 927]
jain-col-4-text: ಭಟ್ಟಾರಕ ಪಟ್ಟಾಚಾರ್ಯವರ್ಯ ಮಹಾಸ್ವಾಮೀಜಿಗಳು ವಹಿಸಲಿದ್ದಾರೆ. ಸಮ್ಮೇಳನದಲ್ಲಿ ಭಾಗವಹಿಸುವ ವಿಶಿಷ್ಟ ವ್ಯಾಖ್ಯಾನಕಾರರು, ವಿದ್ವಾಂಸರು ಮತ್ತು ಜ್ಯೋತಿಷ್ಯ ಸಂಶೋಧಕರು	[568, 448, 742, 544]
person-figure	[536, 1423, 572, 1543]
kuvempu-col-2	[1010, 1324, 1248, 1690]
mysore-col-2	[253, 1558, 499, 1690]
guarantee-col-1	[394, 929, 562, 1187]
palekar-col-1-text: ಹಾಸನ ಬೇಲೂರು ತಾಲೂಕು, ಹಳೇಬೀಡು ಹೋಬಳಿಯ ಶ್ರೀ ಕ್ಷೇತ್ರ ಪುಷ್ಪಗಿರಿಯಲ್ಲಿ ಜನವರಿ 3ರಿಂದ 6ರವರೆಗೆ 2026ರ ಹೊಸ ವರ್ಷದ ನಾಲ್ಕು ದಿನಗಳ ಕಾಲ ಸುಭಾಷ್ ಪಾಳೇಕರ್ ಕೃಷಿ ಪದ್ಧತಿ (ನೈಸರ್ಗಿಕ ಕೃಷಿ) ಕುರಿತ ಮಹತ್ವದ ಕಾರ್ಯಾಗಾರವನ್ನು ಹಮ್ಮಿಕೊಳ್ಳಲಾಗಿದೆ ಎಂದು ರಾಜ್ಯ ಸಾಮೂಹಿಕ ನೈತೃತ್ವ ಸಂಘದ ಅಧ್ಯಕ್ಷ ಮಾರ್ಕಿಣ ಮಂಜುನಾಥ್ ತಿಳಿಸಿದರು. ಪತ್ರಿಕಾಗೋಷ್ಠಿಯಲ್ಲಿ ಮಾತನಾಡಿ, ಈ ಕಾರ್ಯಾಗಾರವನ್ನು ಕರ್ನಾಟಕ ರಾಜ್ಯ ರೈತ ಸಂಘ ಮತ್ತು ಹಸಿರು ಸೇನೆ, ಶ್ರೀ ಕ್ಷೇತ್ರ ಪುಷ್ಪಗಿರಿ ಸಂಸ್ಥಾನ ಮಹಾಸಂಸ್ಥಾನ ಮಠದ ಸಹಯೋಗದಲ್ಲಿ ಆಯೋಜಿಸಲಾಗಿದ್ದು, ನೈಸರ್ಗಿಕ ಕೃಷಿಯ ಪಿತಾಮಹ ಸುಭಾಷ್ ಪಾಳೇಕರ್ ಅವರು ಸ್ವತಃ ಭಾಗವಹಿಸಿ ರೈತರಿಗೆ ಮಾರ್ಗದರ್ಶನ ನೀಡಲಿದ್ದಾರೆ.	[12, 1800, 199, 2120]
lightbulb-icon	[67, 727, 139, 817]
jain-col-5	[748, 193, 930, 637]
person-figure	[953, 819, 1007, 931]
well-top-text-content: ನೀರು ಅತಿ ಅವಶ್ಯಕ ಎಂದು ಸಂಬಂಧಪಟ್ಟ ಅಧಿಕಾರಿಗಳಿಗೆ ತಿಳಿಸಿದ ಮೂಲಕ ತಮ್ಮ ಅನುದಾನದಲ್ಲಿ 50,000 ರೂಪಾಯಿ ಮಾಡಿ ಬಾವಿಯನ್ನು ಸ್ವಚ್ಛ ಮಾಡಿಸಿ ಕುಡಿಯಲು ಉತ್ತಮವಾದ ನೀರನ್ನು ದೊರಕುವಂತೆ ಮಾಡಿಕೊಟ್ಟರು. ಇದರ ಉದ್ಘಾಟನೆಯನ್ನು ಶುಕ್ರವಾರ ಚಂಗಡಹಳ್ಳಿ ಗ್ರಾಮ ಪಂಚಾಯಿತಿ ಅಧ್ಯಕ್ಷರು ಹಾಗೂ ಪ್ರಮುಖ	[1298, 766, 1500, 924]
person-figure	[1037, 813, 1091, 931]
guarantee-col-3	[744, 757, 924, 1187]
office-address-box	[1128, 16, 1495, 92]
kuvempu-col-2-text: ಎನ್. ಆರ್. ಶಿವರಾಂ, ದಲಿತ ಸಾಹಿತ್ಯ ಪರಿಷತ್ತಿನ ಹೋಬಳಿ ಘಟಕದ ಡಿ.ಆರ್.ರಂಗಸ್ವಾಮಿ ಕನ್ನಡ ಸಾಹಿತ್ಯ ಪರಿಷತ್ತಿನ ತಾಲೂಕು ಅಧ್ಯಕ್ಷರಾದ ಜಿ.ಬಿ.ಪುಟ್ಟೇಗೌಡ, ಚುಟುಕು ಸಾಹಿತ್ಯ ಪರಿಷತ್ತಿನ ಅಧ್ಯಕ್ಷರಾದ ಶ್ರೀನಿವಾಸ್, ಜೊತೆಯಲ್ಲಿ ಮಾಕ್ ಪ್ರಭಾಕರ್, ಸಾಹಿತ್ಯ ಪರಿಷತ್ತಿನ ಸದಸ್ಯರುಗಳು ಭಾಗವಹಿಸಲಿದ್ದಾರೆ. ಮಹಿಳಾ ಸರ್ಕಾರಿ ಪ್ರಥಮ ದರ್ಜೆ ಕಾಲೇಜಿನ ಉಪನ್ಯಾಸಕರಾದ ಬಿ.ಟಿ.ಲೋಕೇಶ್ ರವರು ಹಾಗೂ ನಿವೃತ್ತ ಪ್ರಾಂಶುಪಾಲರಾದ ಹೆಚ್.ಎಸ್.ಚಿಕ್ಕಮಾದಯ್ಯ ರವರು ಕುವೆಂಪುರವರ ವಿಚಾರಧಾರೆ ಕುರಿತು ಮಾತನಾಡಲಿದ್ದಾರೆ. ದಲಿತ ಸಾಹಿತ್ಯ ಪರಿಷತ್ತಿನ ಹೊಳೆನರಸೀಪುರ ತಾಲ್ಲೂಕು ಘಟಕದ ಅಧ್ಯಕ್ಷರಾದ ವಕೀಲರಾದ ಡಿ.ಕೆ.ಕಾರ್ಯಕ್ರಮದ ಅಧ್ಯಕ್ಷತೆ ವಹಿಸಲಿದ್ದಾರೆ.	[1010, 1327, 1248, 1566]
person-figure	[581, 232, 713, 445]
divider	[12, 1693, 1500, 1695]
electricity-body	[12, 897, 385, 1185]
masthead-title-left: ಭೀಮ	[531, 16, 656, 91]
divider	[1132, 1697, 1133, 2319]
jain-col-6	[937, 193, 1123, 637]
jain-col-5-text: ಡಾ ಪಾದೂರ ಸುದರ್ಶನ ಕುಮಾರ ಇಂದ್ರ ವಹಿಸಲಿದ್ದಾರೆ ಎಂದರು. 30ವರ್ಷಗಳ ಹಿಂದೆ ಆರಂಭವಾದ ದಕ್ಷಿಣ ಭಾರತ ದಿಗಂಬರ ಜೈನ ಅರ್ಚಕ ಸಂಘವು ಮೊದಲ ಸಮ್ಮೇಳನವನ್ನು ಶ್ರವಣಬೆಳಗೊಳದಲ್ಲಿ ಮಾಡಿ, ಇದೀಗ 5ನೇ ಸಮ್ಮೇಳನವನ್ನು ಇಲ್ಲೇ ಮಾಡುತ್ತಿರುವುದಾಗಿ ಹೇಳಿದ ಅವರು, ಸಮ್ಮೇಳನದ ಉದ್ಘಾಟನೆಯನ್ನು ಸಚಿವರಾದ ಡಿ.ಸುಧಾಕರ ಜೈನ್ ನೆರವೇರಿಸುವರು. ಮುಖ್ಯ ಅತಿಥಿಗಳಾಗಿ ಕ್ಷೇತ್ರದ ಶಾಸಕರಾದ ಸಿ.ಎನ್.ಬಾಲಕೃಷ್ಣ, ಕರ್ನಾಟಕ ಜೈನ ಅಸೋಸಿಯೇಷನ್ ಅಧ್ಯಕ್ಷರಾದ ಎಸ್.ಜಿತೇಂದ್ರ ಕುಮಾರ್, ಅಖಿಲ ಕರ್ನಾಟಕ ಜೈನ ಮಹಿಳಾ ಒಕ್ಕೂಟದ ನಿಕಟಪೂರ್ವ ಅಧ್ಯಕ್ಷರಾದ	[748, 196, 930, 476]
jain-col-1	[12, 193, 200, 477]
masthead-title-right: ವಿಜಯ	[706, 16, 861, 91]
mysore-col-1	[12, 1336, 247, 1690]
footer-district: Hassan Dist. Karnataka	[24, 2363, 251, 2388]
well-col-1	[934, 934, 1108, 1187]
palekar-col-4	[559, 2040, 732, 2315]
person-figure	[503, 813, 551, 927]
footer-line-2	[24, 2358, 1488, 2393]
electricity-intro-text: ಹಾಸನ: ಕವಿಪ್ರನಿನಿಯಿಂದ 66/11ಕೆ.ವಿ ಬಸವಾಪಟ್ಟಣ, ವಿ.ವಿ ಕೇಂದ್ರದಲ್ಲಿ ಪಿ.ಎಂ. ಕುಸುಮ್ ಸೋಲಾರ್ ಪವರ್ ಪ್ಲಾಂಟ್ ಬ್ರೇಕರ್ ಅಳವಡಿಸುವ ಕಾಮಗಾರಿಯ ಕೆಲಸಗಳನ್ನು ಹಮ್ಮಿಕೊಂಡಿರುವುದರಿಂದ ಡಿ. 29 ರಂದು ಬೆಳಗ್ಗೆ 10 ಗಂಟೆಯಿಂದ ಸಂಜೆ 6 ಗಂಟೆಯವರೆಗೆ ಬಸವಾಪಟ್ಟಣ	[198, 721, 385, 858]
divider	[758, 1193, 760, 1693]
footer-printer-address: Ashoka road, Vidhya Nagar, Hassan Hassan Dist. Karnataka State.	[594, 2363, 1238, 2388]
electricity-intro	[198, 696, 385, 894]
person-figure	[407, 220, 533, 445]
kuvempu-col-1	[766, 1324, 1004, 1690]
footer-line-1	[24, 2324, 1488, 2358]
jain-col-4	[568, 445, 742, 637]
christmas-text	[1140, 300, 1493, 634]
byline: ● ಭೀಮ ವಿಜಯ ನ್ಯೂಸ್	[1140, 300, 1493, 319]
jain-col-3	[388, 445, 562, 637]
journalist-banner	[320, 1785, 793, 1857]
palekar-col-2	[205, 2040, 373, 2315]
ashoka-chakra-icon	[661, 38, 700, 76]
